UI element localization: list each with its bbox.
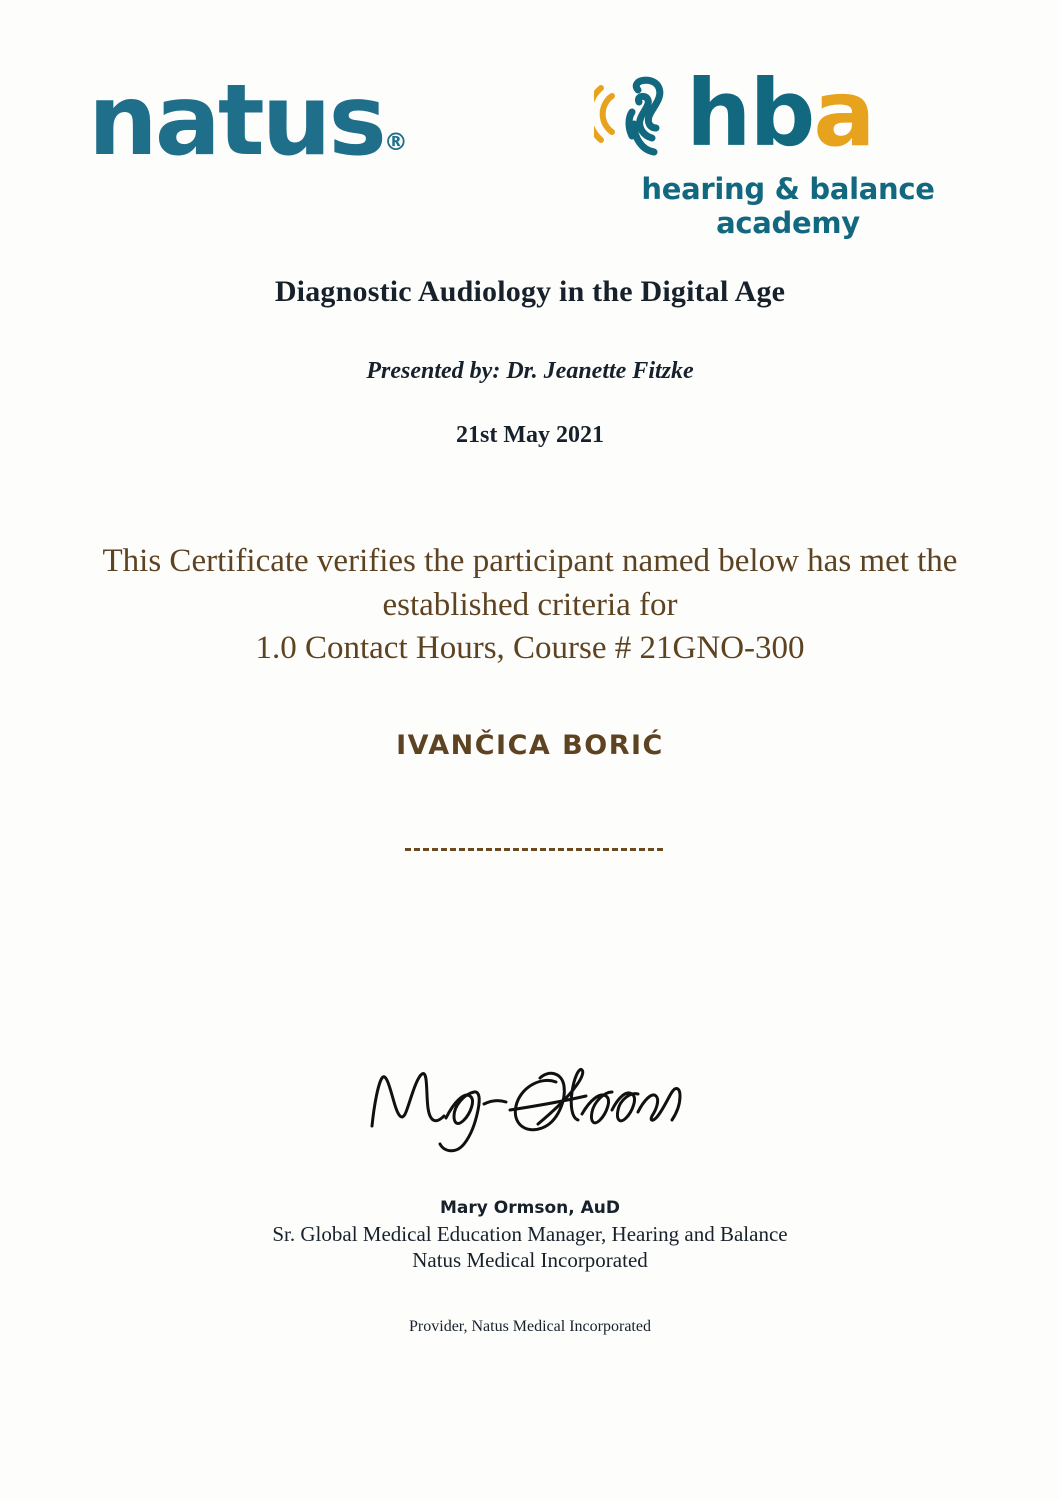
hba-tagline: hearing & balance academy (641, 172, 935, 240)
signer-name: Mary Ormson, AuD (440, 1198, 620, 1218)
natus-logo (88, 64, 408, 178)
provider-line: Provider, Natus Medical Incorporated (409, 1318, 651, 1335)
hba-wordmark-hb: hb (686, 60, 814, 168)
ear-with-soundwaves-icon (594, 66, 690, 162)
hba-logo-wordmark (686, 60, 874, 168)
presenter-line: Presented by: Dr. Jeanette Fitzke (366, 358, 694, 384)
verification-line-1: This Certificate verifies the participant named below has met the (102, 543, 958, 579)
natus-logo-text: natus (88, 64, 384, 178)
verification-statement (0, 540, 1060, 671)
registered-trademark-icon: ® (383, 128, 408, 156)
hba-logo (588, 62, 988, 240)
signature-area (0, 1048, 1060, 1168)
handwritten-signature-icon (360, 1048, 720, 1158)
hba-wordmark-a: a (813, 60, 874, 168)
dashed-divider (405, 848, 663, 851)
signer-role: Sr. Global Medical Education Manager, Hearing and Balance (272, 1222, 788, 1246)
course-date: 21st May 2021 (456, 422, 604, 448)
verification-line-2: established criteria for (382, 586, 678, 623)
signer-organization: Natus Medical Incorporated (412, 1248, 648, 1272)
recipient-name: IVANČICA BORIĆ (396, 730, 664, 761)
hba-logo-mark (588, 62, 988, 166)
logo-row (0, 60, 1060, 240)
verification-line-3: 1.0 Contact Hours, Course # 21GNO-300 (255, 630, 805, 667)
course-title: Diagnostic Audiology in the Digital Age (274, 275, 786, 308)
